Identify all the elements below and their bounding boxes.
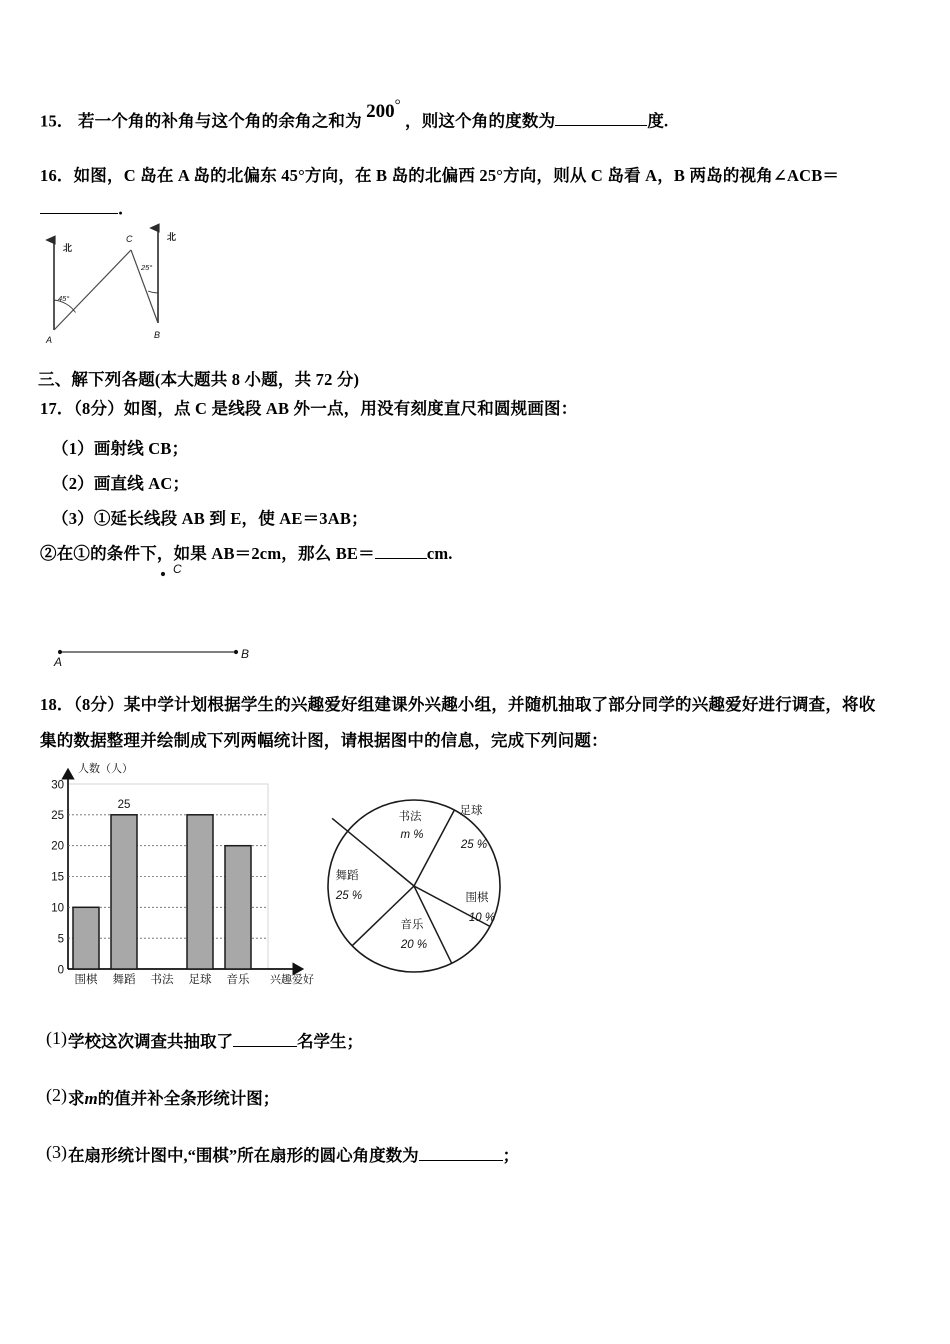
q18-sub-3: [46, 1142, 519, 1166]
svg-text:30: 30: [51, 779, 64, 792]
q17-answer-blank[interactable]: [375, 544, 427, 559]
point-a-dot: [58, 650, 62, 654]
pie-value-yinyue: 20 %: [400, 939, 428, 951]
bar-label-wudao: 25: [117, 799, 131, 811]
bar-yinyue: [225, 846, 251, 969]
pie-label-weiqi: 围棋: [465, 892, 489, 904]
q18-sub1-index: (1): [46, 1028, 67, 1048]
degree-symbol: °: [394, 98, 401, 114]
svg-text:足球: 足球: [188, 974, 212, 986]
svg-text:15: 15: [51, 871, 64, 884]
svg-text:围棋: 围棋: [74, 974, 98, 986]
q18-sub1-text-a: 学校这次调查共抽取了: [68, 1032, 233, 1051]
q18-sub2-symbol-m: m: [84, 1089, 98, 1108]
bar-y-axis-label: 人数（人）: [78, 763, 133, 775]
pie-value-zuqiu: 25 %: [460, 839, 488, 851]
q15-text-mid: ，则这个角的度数为: [405, 111, 556, 131]
q16-text: 如图，C 岛在 A 岛的北偏东 45°方向，在 B 岛的北偏西 25°方向，则从 C 岛看 A，B 两岛的视角∠ACB＝: [73, 166, 840, 185]
q18-score: （8分）: [73, 695, 124, 714]
point-label-b: B: [154, 330, 161, 340]
section-3-heading: 三、解下列各题(本大题共 8 小题，共 72 分): [38, 370, 360, 389]
svg-text:0: 0: [57, 964, 64, 977]
point-label-c: C: [173, 562, 182, 576]
q18-sub3-text-b: ；: [502, 1146, 520, 1165]
bar-x-tick-labels: [75, 972, 250, 986]
line-cb: [131, 250, 158, 323]
question-17-stem: [40, 396, 577, 422]
line-ac: [54, 250, 131, 330]
bar-wudao: [111, 815, 137, 969]
island-bearing-figure: [36, 218, 236, 353]
question-18-line1: [40, 692, 875, 718]
svg-text:5: 5: [57, 933, 64, 946]
bar-zuqiu: [187, 815, 213, 969]
segment-ab-figure: [40, 552, 300, 677]
q18-sub3-text-a: 在扇形统计图中,“围棋”所在扇形的圆心角度数为: [68, 1146, 419, 1165]
statistics-figures: [42, 758, 562, 1008]
pie-label-wudao: 舞蹈: [335, 870, 359, 882]
q17-item4-text-b: cm.: [426, 544, 453, 563]
q17-number: 17．: [40, 399, 74, 418]
q17-item4-text-a: ②在①的条件下，如果 AB＝2cm，那么 BE＝: [40, 544, 375, 563]
q15-text-after: 度.: [647, 111, 669, 131]
svg-text:书法: 书法: [150, 974, 174, 986]
q17-stem-text: 如图，点 C 是线段 AB 外一点，用没有刻度直尺和圆规画图：: [123, 399, 578, 418]
bar-weiqi: [73, 907, 99, 969]
point-label-a: A: [54, 655, 63, 669]
statistics-svg: [42, 758, 562, 1003]
q17-item-1: （1）画射线 CB；: [52, 439, 189, 458]
pie-label-shufa: 书法: [398, 811, 422, 823]
q18-text-line1: 某中学计划根据学生的兴趣爱好组建课外兴趣小组，并随机抽取了部分同学的兴趣爱好进行调查，将收: [123, 695, 876, 714]
q18-sub2-text-b: 的值并补全条形统计图；: [97, 1089, 280, 1108]
q18-sub2-index: (2): [46, 1085, 67, 1105]
question-15: [40, 98, 669, 136]
pie-value-shufa: m %: [400, 829, 424, 841]
bar-y-tick-labels: [51, 780, 64, 977]
q17-score: （8分）: [73, 399, 124, 418]
bar-x-axis-label: 兴趣爱好: [270, 974, 314, 986]
q16-answer-blank[interactable]: [40, 199, 118, 214]
pie-value-weiqi: 10 %: [468, 912, 496, 924]
point-label-c: C: [126, 234, 133, 244]
svg-text:10: 10: [51, 902, 64, 915]
island-bearing-svg: [36, 218, 236, 348]
q18-sub3-index: (3): [46, 1142, 67, 1162]
q18-sub-1: [46, 1028, 363, 1052]
question-18-line2: 集的数据整理并绘制成下列两幅统计图，请根据图中的信息，完成下列问题：: [40, 731, 608, 750]
svg-text:音乐: 音乐: [226, 974, 250, 986]
q17-item-2: （2）画直线 AC；: [52, 474, 190, 493]
pie-label-yinyue: 音乐: [400, 919, 424, 931]
point-label-b: B: [241, 647, 250, 661]
q15-value: 200°: [366, 98, 401, 123]
north-label-b: 北: [167, 232, 177, 242]
angle-arc-b: [148, 291, 158, 293]
q18-sub3-blank[interactable]: [419, 1146, 503, 1161]
point-b-dot: [234, 650, 238, 654]
q15-answer-blank[interactable]: [555, 111, 647, 126]
q18-sub1-blank[interactable]: [233, 1032, 297, 1047]
angle-label-b: 25°: [141, 263, 153, 272]
question-16-line1: [40, 163, 839, 189]
q17-item-3: （3）①延长线段 AB 到 E，使 AE＝3AB；: [52, 509, 368, 528]
point-label-a: A: [46, 335, 53, 345]
pie-label-zuqiu: 足球: [459, 805, 483, 817]
point-c-dot: [161, 572, 165, 576]
pie-value-wudao: 25 %: [335, 890, 363, 902]
q16-period: ．: [118, 199, 135, 218]
q15-text-before: 若一个角的补角与这个角的余角之和为: [77, 111, 362, 131]
q18-sub1-text-b: 名学生；: [297, 1032, 363, 1051]
q16-number: 16．: [40, 166, 74, 185]
north-label-a: 北: [63, 243, 73, 253]
q18-sub2-text-a: 求: [68, 1089, 85, 1108]
pie-chart-group: [328, 800, 500, 972]
q18-number: 18．: [40, 695, 74, 714]
svg-text:20: 20: [51, 840, 64, 853]
svg-text:舞蹈: 舞蹈: [112, 974, 136, 986]
svg-text:25: 25: [51, 810, 64, 822]
q18-sub-2: [46, 1085, 279, 1109]
q15-number: 15．: [40, 111, 74, 131]
segment-ab-svg: [40, 552, 300, 672]
angle-label-a: 45°: [58, 294, 70, 303]
